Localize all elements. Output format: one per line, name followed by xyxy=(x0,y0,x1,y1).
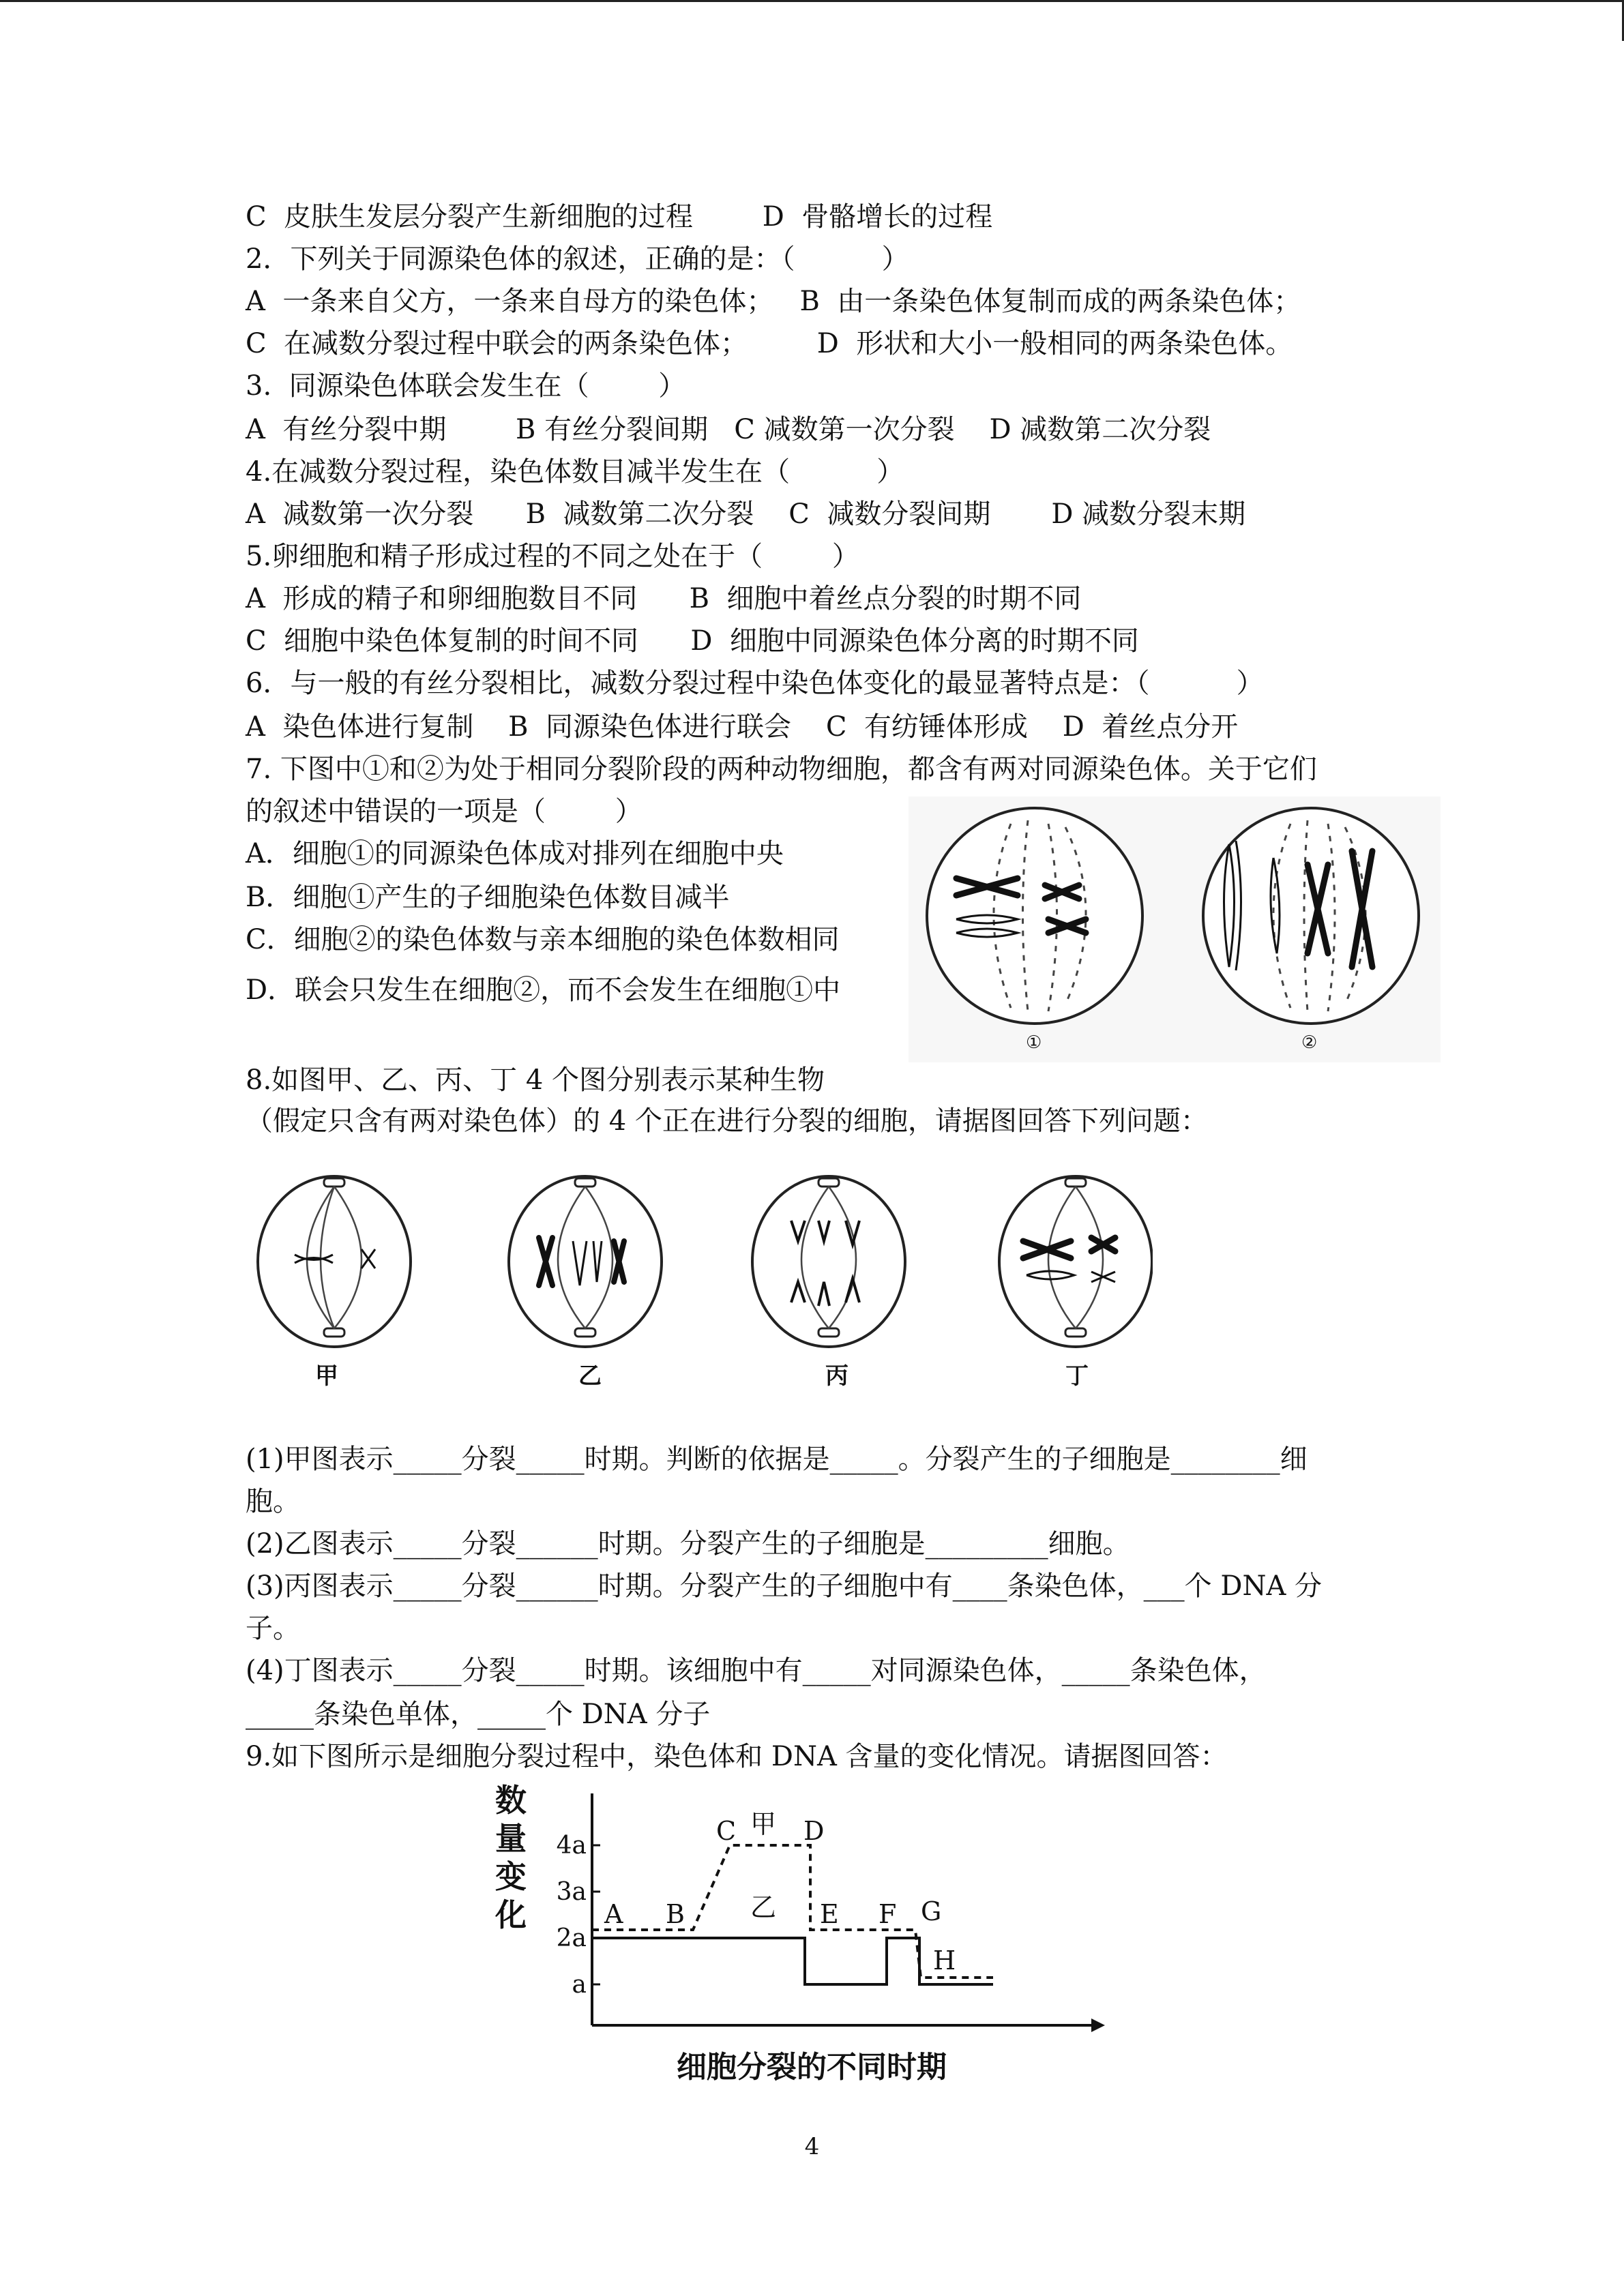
q7-cell1-label: ① xyxy=(1026,1032,1042,1053)
point-C: C xyxy=(716,1816,737,1846)
q2-option-cd: C 在减数分裂过程中联会的两条染色体； D 形状和大小一般相同的两条染色体。 xyxy=(246,328,1293,359)
q5-option-cd: C 细胞中染色体复制的时间不同 D 细胞中同源染色体分离的时期不同 xyxy=(246,625,1139,657)
x-axis-label: 细胞分裂的不同时期 xyxy=(677,2050,947,2085)
q8-sub3-cont: 子。 xyxy=(246,1613,300,1644)
q8-stem: 8.如图甲、乙、丙、丁 4 个图分别表示某种生物 xyxy=(246,1064,825,1096)
q5-option-ab: A 形成的精子和卵细胞数目不同 B 细胞中着丝点分裂的时期不同 xyxy=(246,583,1082,614)
q1-option-cd: C 皮肤生发层分裂产生新细胞的过程 D 骨骼增长的过程 xyxy=(246,201,993,233)
q7-option-a: A．细胞①的同源染色体成对排列在细胞中央 xyxy=(246,838,784,869)
q3-stem: 3. 同源染色体联会发生在（ ） xyxy=(246,370,686,402)
q8-sub3: (3)丙图表示_____分裂______时期。分裂产生的子细胞中有____条染色体，___个 DNA 分 xyxy=(246,1570,1323,1602)
q8-sub4: (4)丁图表示_____分裂_____时期。该细胞中有_____对同源染色体，_____条染色体， xyxy=(246,1655,1267,1686)
point-D: D xyxy=(803,1816,825,1846)
q7-cells-drawing xyxy=(909,796,1441,1062)
q6-options: A 染色体进行复制 B 同源染色体进行联会 C 有纺锤体形成 D 着丝点分开 xyxy=(246,711,1239,743)
q8-sub1: (1)甲图表示_____分裂_____时期。判断的依据是_____。分裂产生的子细胞是________细 xyxy=(246,1444,1308,1475)
x-axis-arrow xyxy=(1091,2018,1105,2032)
top-border xyxy=(0,0,1624,2)
q7-option-c: C．细胞②的染色体数与亲本细胞的染色体数相同 xyxy=(246,924,840,955)
q3-options: A 有丝分裂中期 B 有丝分裂间期 C 减数第一次分裂 D 减数第二次分裂 xyxy=(246,414,1211,445)
q8-sub4-cont: _____条染色单体，_____个 DNA 分子 xyxy=(246,1699,711,1730)
q8-label-bing: 丙 xyxy=(825,1362,848,1390)
point-H: H xyxy=(933,1945,956,1976)
q7-stem: 7. 下图中①和②为处于相同分裂阶段的两种动物细胞，都含有两对同源染色体。关于它们 xyxy=(246,754,1317,785)
q4-options: A 减数第一次分裂 B 减数第二次分裂 C 减数分裂间期 D 减数分裂末期 xyxy=(246,498,1246,530)
q7-stem-cont: 的叙述中错误的一项是（ ） xyxy=(246,796,643,827)
ylabel-char-4: 化 xyxy=(495,1896,527,1933)
q6-stem: 6．与一般的有丝分裂相比，减数分裂过程中染色体变化的最显著特点是：（ ） xyxy=(246,668,1264,699)
q8-stem-cont: （假定只含有两对染色体）的 4 个正在进行分裂的细胞，请据图回答下列问题： xyxy=(246,1105,1208,1137)
q8-cells-drawing xyxy=(252,1173,1153,1398)
ylabel-char-1: 数 xyxy=(495,1782,527,1819)
label-yi: 乙 xyxy=(750,1892,777,1922)
q7-option-d: D．联会只发生在细胞②，而不会发生在细胞①中 xyxy=(246,974,841,1006)
q8-label-jia: 甲 xyxy=(315,1362,338,1390)
point-B: B xyxy=(666,1899,685,1929)
q8-label-yi: 乙 xyxy=(578,1362,602,1390)
point-G: G xyxy=(921,1896,942,1926)
label-jia: 甲 xyxy=(750,1809,777,1839)
q2-stem: 2．下列关于同源染色体的叙述，正确的是：（ ） xyxy=(246,243,909,275)
q8-sub1-cont: 胞。 xyxy=(246,1486,300,1517)
ytick-a: a xyxy=(572,1971,587,1999)
page-number: 4 xyxy=(804,2133,820,2160)
q8-label-ding: 丁 xyxy=(1065,1362,1089,1390)
q4-stem: 4.在减数分裂过程，染色体数目减半发生在（ ） xyxy=(246,456,904,488)
q7-figure xyxy=(909,796,1441,1062)
ytick-3a: 3a xyxy=(556,1878,587,1906)
q2-option-ab: A 一条来自父方，一条来自母方的染色体； B 由一条染色体复制而成的两条染色体； xyxy=(246,286,1301,317)
point-E: E xyxy=(820,1899,839,1929)
q9-stem: 9.如下图所示是细胞分裂过程中，染色体和 DNA 含量的变化情况。请据图回答： xyxy=(246,1741,1228,1772)
q7-option-b: B．细胞①产生的子细胞染色体数目减半 xyxy=(246,882,730,913)
ytick-4a: 4a xyxy=(556,1832,587,1860)
ytick-2a: 2a xyxy=(556,1924,587,1952)
q9-chart xyxy=(491,1780,1132,2093)
ylabel-char-3: 变 xyxy=(495,1858,527,1895)
ylabel-char-2: 量 xyxy=(495,1820,527,1857)
q9-chart-svg xyxy=(491,1780,1132,2093)
q5-stem: 5.卵细胞和精子形成过程的不同之处在于（ ） xyxy=(246,541,859,572)
point-A: A xyxy=(604,1899,623,1929)
q8-sub2: (2)乙图表示_____分裂______时期。分裂产生的子细胞是_________细胞。 xyxy=(246,1528,1130,1560)
q8-figure xyxy=(252,1173,1153,1398)
q7-cell2-label: ② xyxy=(1301,1032,1318,1053)
point-F: F xyxy=(879,1899,897,1929)
